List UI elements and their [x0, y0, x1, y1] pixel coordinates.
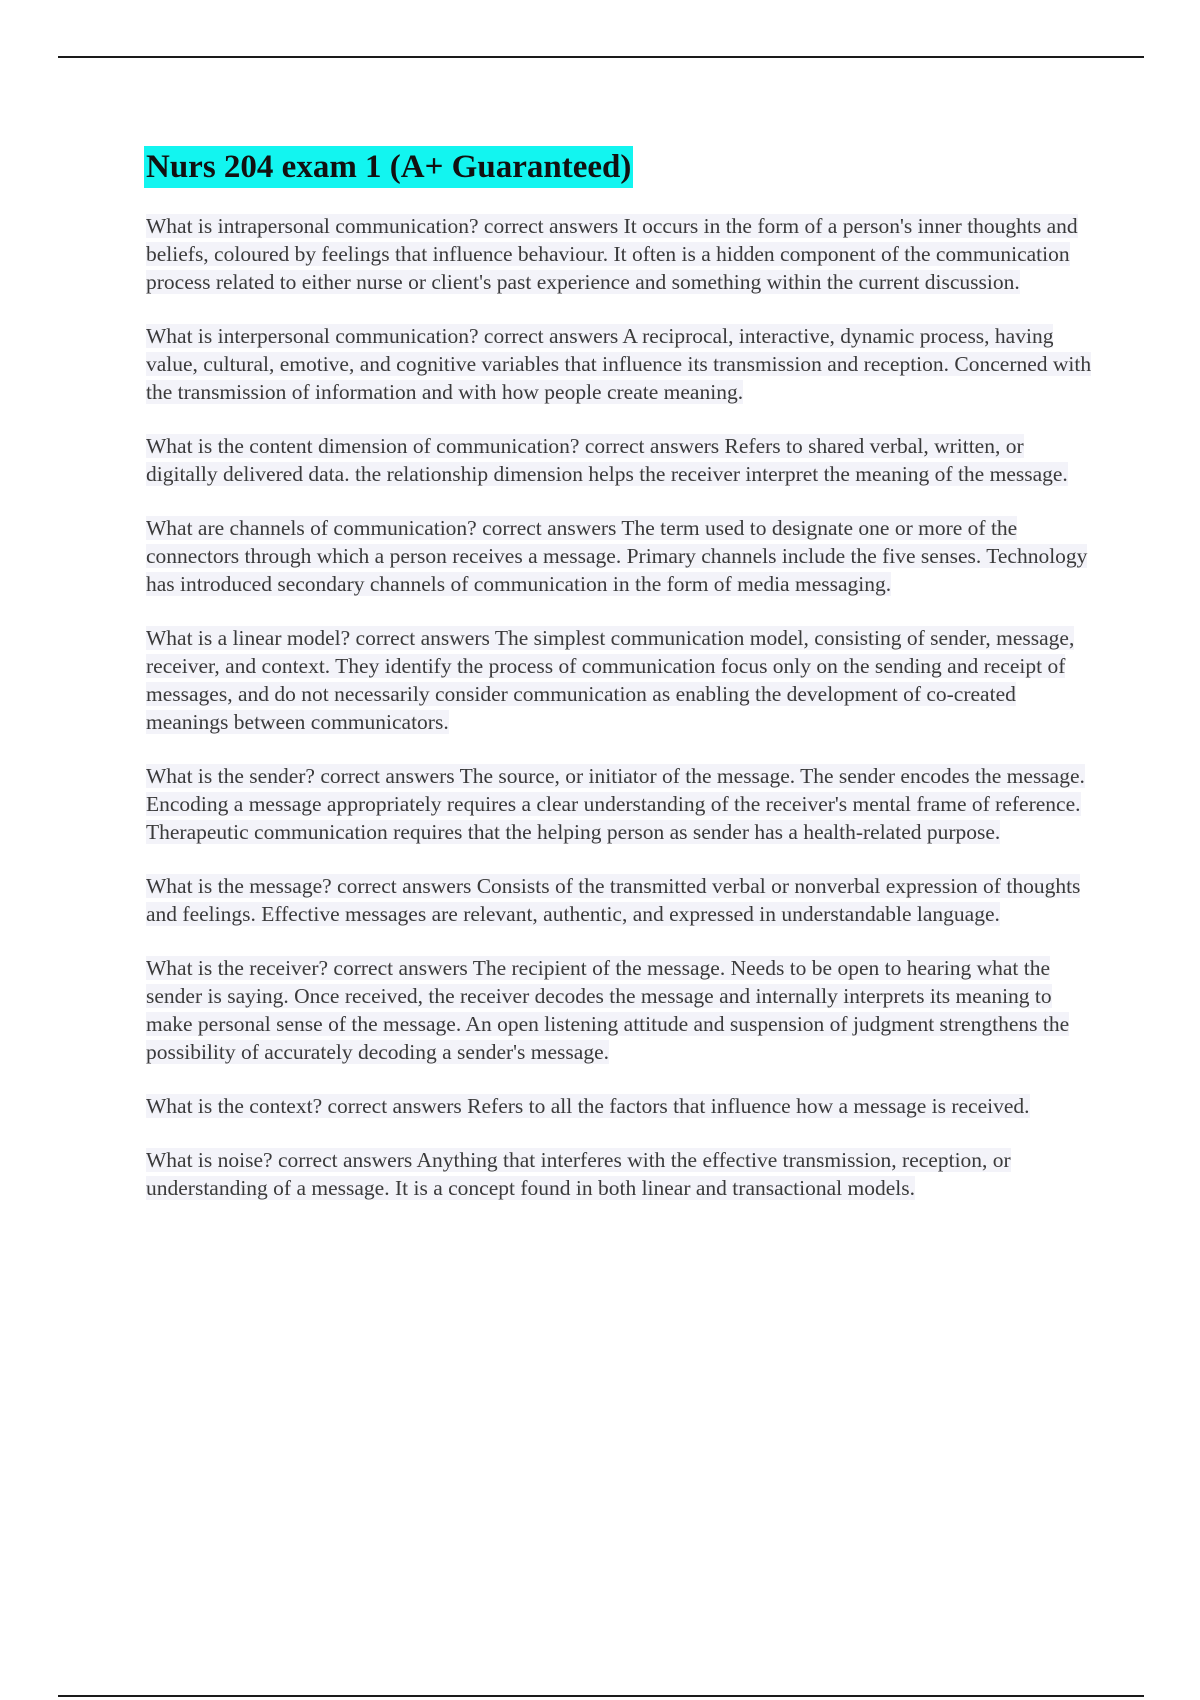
qa-text: What is the sender? correct answers The source, or initiator of the message. The sender encodes the message. Encoding a message appropriately requires a clear understanding of the receiver's mental frame of reference. Therapeutic communication requires that the helping person as sender has a health-related purpose.	[146, 764, 1085, 844]
qa-item-receiver	[146, 954, 1096, 1066]
document-body	[146, 146, 1096, 1228]
qa-text: What is interpersonal communication? correct answers A reciprocal, interactive, dynamic process, having value, cultural, emotive, and cognitive variables that influence its transmission and reception. Concerned with the transmission of information and with how people create meaning.	[146, 324, 1092, 404]
qa-text: What is intrapersonal communication? correct answers It occurs in the form of a person's inner thoughts and beliefs, coloured by feelings that influence behaviour. It often is a hidden component of the communication process related to either nurse or client's past experience and something within the current discussion.	[146, 214, 1078, 294]
qa-text: What is noise? correct answers Anything that interferes with the effective transmission, reception, or understanding of a message. It is a concept found in both linear and transactional models.	[146, 1148, 1011, 1200]
qa-text: What are channels of communication? correct answers The term used to designate one or more of the connectors through which a person receives a message. Primary channels include the five senses. Technology has introduced secondary channels of communication in the form of media messaging.	[146, 516, 1088, 596]
qa-text: What is the content dimension of communication? correct answers Refers to shared verbal, written, or digitally delivered data. the relationship dimension helps the receiver interpret the meaning of the message.	[146, 434, 1068, 486]
top-rule	[58, 56, 1144, 58]
qa-item-message	[146, 872, 1096, 928]
qa-text: What is the receiver? correct answers The recipient of the message. Needs to be open to hearing what the sender is saying. Once received, the receiver decodes the message and internally interprets its meaning to make personal sense of the message. An open listening attitude and suspension of judgment strengthens the possibility of accurately decoding a sender's message.	[146, 956, 1070, 1064]
qa-text: What is a linear model? correct answers The simplest communication model, consisting of sender, message, receiver, and context. They identify the process of communication focus only on the sending and receipt of messages, and do not necessarily consider communication as enabling the development of co-created meanings between communicators.	[146, 626, 1075, 734]
qa-item-context	[146, 1092, 1096, 1120]
qa-item-sender	[146, 762, 1096, 846]
qa-item-interpersonal	[146, 322, 1096, 406]
qa-item-channels	[146, 514, 1096, 598]
qa-item-noise	[146, 1146, 1096, 1202]
qa-item-intrapersonal	[146, 212, 1096, 296]
bottom-rule	[58, 1695, 1144, 1697]
qa-text: What is the message? correct answers Consists of the transmitted verbal or nonverbal expression of thoughts and feelings. Effective messages are relevant, authentic, and expressed in understandable language.	[146, 874, 1081, 926]
qa-text: What is the context? correct answers Refers to all the factors that influence how a message is received.	[146, 1094, 1030, 1118]
qa-item-content-dimension	[146, 432, 1096, 488]
qa-list	[146, 212, 1096, 1202]
qa-item-linear-model	[146, 624, 1096, 736]
document-title: Nurs 204 exam 1 (A+ Guaranteed)	[144, 146, 633, 188]
